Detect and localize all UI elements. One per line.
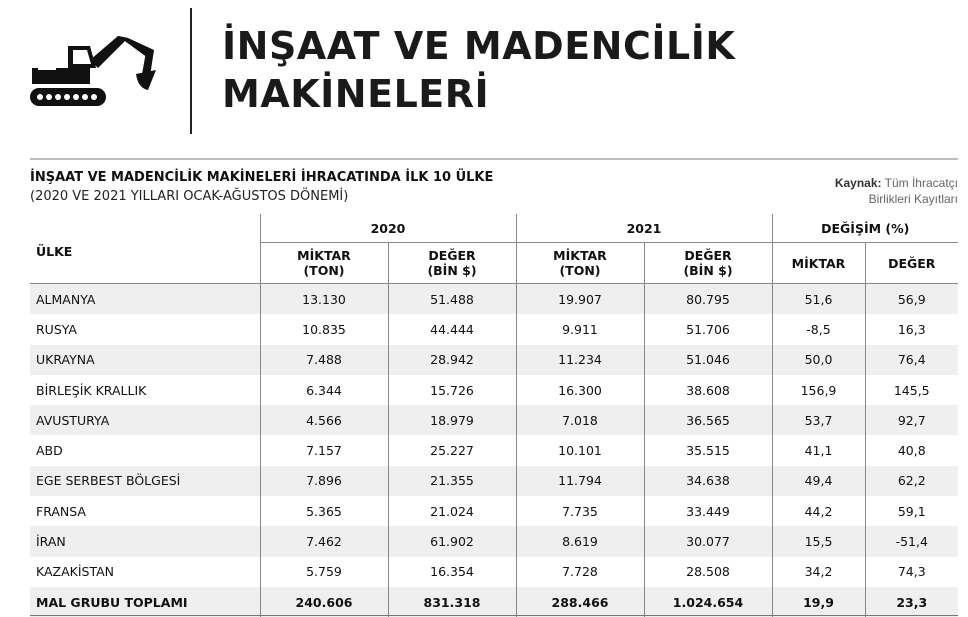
source-text-1: Tüm İhracatçı	[884, 176, 958, 190]
change-val-cell: 76,4	[865, 345, 958, 375]
qty-label: MİKTAR	[553, 248, 607, 263]
val-2021-cell: 36.565	[644, 405, 772, 435]
qty-2020-cell: 5.365	[260, 496, 388, 526]
val-label: DEĞER	[684, 248, 732, 263]
country-cell: ALMANYA	[30, 284, 260, 315]
val-2020-cell: 21.355	[388, 466, 516, 496]
country-cell: KAZAKİSTAN	[36, 564, 115, 580]
qty-2020-cell: 6.344	[260, 375, 388, 405]
change-val-cell: 92,7	[865, 405, 958, 435]
qty-2021-cell: 19.907	[516, 284, 644, 315]
val-2021-cell: 33.449	[644, 496, 772, 526]
qty-label: MİKTAR	[297, 248, 351, 263]
table-row	[30, 405, 958, 435]
change-val-header: DEĞER	[865, 243, 958, 284]
qty-2020-cell: 7.896	[260, 466, 388, 496]
qty-2021-cell: 11.234	[516, 345, 644, 375]
val-2020-cell: 16.354	[388, 557, 516, 587]
qty-2021-cell: 11.794	[516, 466, 644, 496]
total-change-qty-cell: 19,9	[772, 587, 865, 617]
val-2021-cell: 80.795	[644, 284, 772, 315]
table-row	[30, 557, 958, 587]
country-cell: UKRAYNA	[30, 345, 260, 375]
table-row	[30, 526, 958, 556]
country-column-header: ÜLKE	[36, 244, 73, 259]
country-cell: ABD	[36, 443, 63, 459]
qty-2020-cell: 7.157	[260, 435, 388, 465]
page-title-line-2: MAKİNELERİ	[222, 72, 490, 116]
val-2020-cell: 28.942	[388, 345, 516, 375]
change-qty-header: MİKTAR	[772, 243, 865, 284]
val-2020-header	[388, 243, 516, 284]
val-2021-header	[644, 243, 772, 284]
year-2021-header: 2021	[516, 214, 772, 243]
section-divider	[30, 158, 958, 160]
source-text-2: Birlikleri Kayıtları	[868, 192, 958, 206]
change-val-cell: 16,3	[865, 314, 958, 344]
country-cell: AVUSTURYA	[30, 405, 260, 435]
val-2021-cell: 35.515	[644, 435, 772, 465]
qty-2021-cell: 8.619	[516, 526, 644, 556]
change-val-cell: 74,3	[865, 557, 958, 587]
country-cell: FRANSA	[36, 503, 86, 519]
header-divider	[190, 8, 192, 134]
page-title	[222, 22, 735, 118]
val-2021-cell: 34.638	[644, 466, 772, 496]
table-row	[30, 345, 958, 375]
change-val-cell: -51,4	[865, 526, 958, 556]
total-val-2020-cell: 831.318	[388, 587, 516, 617]
total-change-val-cell: 23,3	[865, 587, 958, 617]
val-2020-cell: 51.488	[388, 284, 516, 315]
change-qty-cell: 51,6	[772, 284, 865, 315]
country-cell: EGE SERBEST BÖLGESİ	[30, 466, 260, 496]
change-qty-cell: 41,1	[772, 435, 865, 465]
change-qty-cell: 50,0	[772, 345, 865, 375]
table-row	[30, 496, 958, 526]
val-2020-cell: 18.979	[388, 405, 516, 435]
qty-2021-cell: 16.300	[516, 375, 644, 405]
qty-unit: (TON)	[303, 263, 345, 278]
val-2020-cell: 25.227	[388, 435, 516, 465]
table-row	[30, 435, 958, 465]
excavator-icon	[28, 30, 163, 110]
qty-2020-cell: 4.566	[260, 405, 388, 435]
total-row	[30, 587, 958, 617]
qty-2021-cell: 7.735	[516, 496, 644, 526]
change-qty-cell: -8,5	[772, 314, 865, 344]
table-subtitle: (2020 VE 2021 YILLARI OCAK-AĞUSTOS DÖNEMİ)	[30, 189, 349, 204]
val-unit: (BİN $)	[683, 263, 733, 278]
source-label: Kaynak:	[834, 176, 882, 190]
total-qty-2021-cell: 288.466	[516, 587, 644, 617]
change-qty-cell: 156,9	[772, 375, 865, 405]
val-2021-cell: 51.046	[644, 345, 772, 375]
table-row	[30, 375, 958, 405]
val-2021-cell: 38.608	[644, 375, 772, 405]
qty-2021-cell: 7.018	[516, 405, 644, 435]
country-cell: RUSYA	[36, 321, 77, 337]
table-row	[30, 284, 958, 315]
country-cell: BİRLEŞİK KRALLIK	[36, 382, 147, 398]
qty-2021-cell: 10.101	[516, 435, 644, 465]
val-label: DEĞER	[428, 248, 476, 263]
change-val-cell: 145,5	[865, 375, 958, 405]
change-val-cell: 56,9	[865, 284, 958, 315]
val-2020-cell: 15.726	[388, 375, 516, 405]
qty-2020-cell: 5.759	[260, 557, 388, 587]
qty-2021-header	[516, 243, 644, 284]
source-note	[835, 175, 958, 207]
qty-2020-cell: 10.835	[260, 314, 388, 344]
qty-2021-cell: 9.911	[516, 314, 644, 344]
qty-2020-header	[260, 243, 388, 284]
qty-2020-cell: 7.488	[260, 345, 388, 375]
change-qty-cell: 44,2	[772, 496, 865, 526]
page-title-line-1: İNŞAAT VE MADENCİLİK	[222, 24, 736, 68]
val-2021-cell: 30.077	[644, 526, 772, 556]
change-val-cell: 40,8	[865, 435, 958, 465]
change-val-cell: 62,2	[865, 466, 958, 496]
total-label-cell: MAL GRUBU TOPLAMI	[30, 587, 260, 617]
table-bottom-rule	[30, 615, 958, 616]
qty-2021-cell: 7.728	[516, 557, 644, 587]
change-qty-cell: 53,7	[772, 405, 865, 435]
val-2020-cell: 44.444	[388, 314, 516, 344]
total-qty-2020-cell: 240.606	[260, 587, 388, 617]
val-2021-cell: 51.706	[644, 314, 772, 344]
country-cell: İRAN	[30, 526, 260, 556]
table-row	[30, 314, 958, 344]
table-row	[30, 466, 958, 496]
qty-2020-cell: 7.462	[260, 526, 388, 556]
val-unit: (BİN $)	[427, 263, 477, 278]
qty-2020-cell: 13.130	[260, 284, 388, 315]
change-qty-cell: 34,2	[772, 557, 865, 587]
val-2020-cell: 61.902	[388, 526, 516, 556]
table-title: İNŞAAT VE MADENCİLİK MAKİNELERİ İHRACATINDA İLK 10 ÜLKE	[30, 170, 494, 185]
val-2020-cell: 21.024	[388, 496, 516, 526]
total-val-2021-cell: 1.024.654	[644, 587, 772, 617]
change-qty-cell: 15,5	[772, 526, 865, 556]
qty-unit: (TON)	[559, 263, 601, 278]
year-2020-header: 2020	[260, 214, 516, 243]
change-qty-cell: 49,4	[772, 466, 865, 496]
change-val-cell: 59,1	[865, 496, 958, 526]
val-2021-cell: 28.508	[644, 557, 772, 587]
export-table	[30, 214, 958, 617]
change-header: DEĞİŞİM (%)	[772, 214, 958, 243]
